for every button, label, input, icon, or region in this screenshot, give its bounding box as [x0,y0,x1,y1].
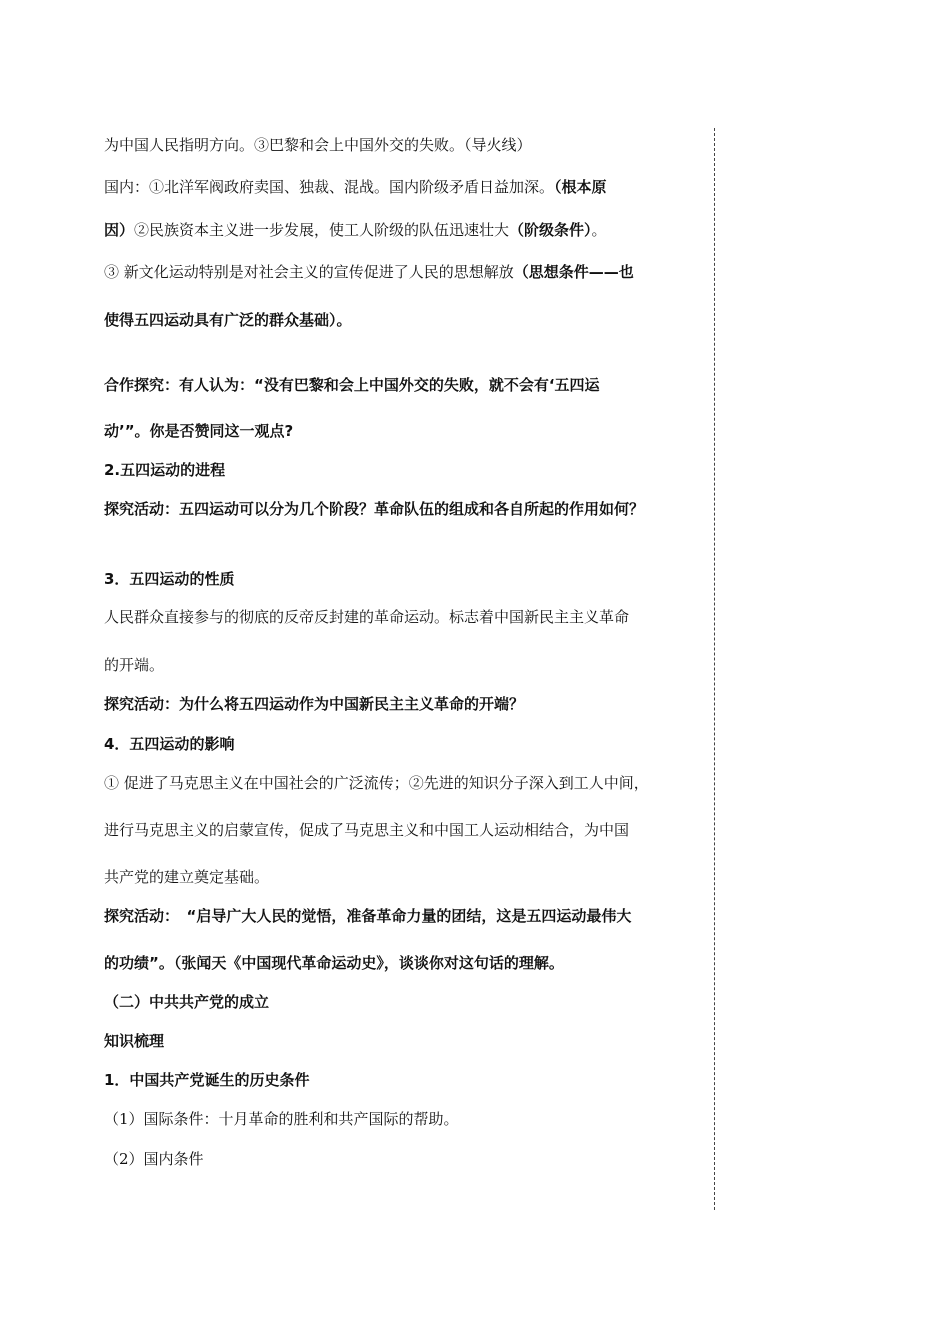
section-heading: （二）中共共产党的成立 [104,993,270,1011]
margin-dashed-line [714,128,715,1210]
text-line: 的开端。 [104,656,165,674]
text-line: 为中国人民指明方向。③巴黎和会上中国外交的失败。（导火线） [104,136,532,154]
activity-question: 探究活动：为什么将五四运动作为中国新民主主义革命的开端？ [104,695,525,713]
text-span: 国内：①北洋军阀政府卖国、独裁、混战。国内阶级矛盾日益加深。 [104,178,555,196]
section-heading: 2.五四运动的进程 [104,461,226,479]
text-line: （2）国内条件 [104,1150,204,1168]
text-span: ③ 新文化运动特别是对社会主义的宣传促进了人民的思想解放 [104,263,514,281]
section-question: 合作探究：有人认为：“没有巴黎和会上中国外交的失败，就不会有‘五四运 [104,376,600,394]
section-heading: 4．五四运动的影响 [104,735,235,753]
text-line: 人民群众直接参与的彻底的反帝反封建的革命运动。标志着中国新民主主义革命 [104,608,630,626]
activity-question: 的功绩”。（张闻天《中国现代革命运动史》，谈谈你对这句话的理解。 [104,954,564,972]
text-line: （1）国际条件：十月革命的胜利和共产国际的帮助。 [104,1110,459,1128]
text-line: 共产党的建立奠定基础。 [104,868,270,886]
emphasis-span: 因） [104,221,135,239]
text-line: 进行马克思主义的启蒙宣传，促成了马克思主义和中国工人运动相结合，为中国 [104,821,630,839]
text-line [104,177,704,197]
activity-question: 探究活动：五四运动可以分为几个阶段？革命队伍的组成和各自所起的作用如何？ [104,500,645,518]
text-span: 。 [591,221,607,239]
section-heading: 3．五四运动的性质 [104,570,235,588]
activity-question: 探究活动： “启导广大人民的觉悟，准备革命力量的团结，这是五四运动最伟大 [104,907,632,925]
text-line: 使得五四运动具有广泛的群众基础）。 [104,311,352,329]
emphasis-span: （根本原 [554,178,607,196]
emphasis-span: （阶级条件） [509,221,592,239]
text-span: ②民族资本主义进一步发展，使工人阶级的队伍迅速壮大 [134,221,510,239]
text-line: ① 促进了马克思主义在中国社会的广泛流传；②先进的知识分子深入到工人中间， [104,774,649,792]
section-question: 动’”。你是否赞同这一观点? [104,422,294,440]
text-line [104,262,704,282]
text-line [104,220,704,240]
section-heading: 1．中国共产党诞生的历史条件 [104,1071,310,1089]
emphasis-span: （思想条件——也 [513,263,634,281]
section-heading: 知识梳理 [104,1032,165,1050]
